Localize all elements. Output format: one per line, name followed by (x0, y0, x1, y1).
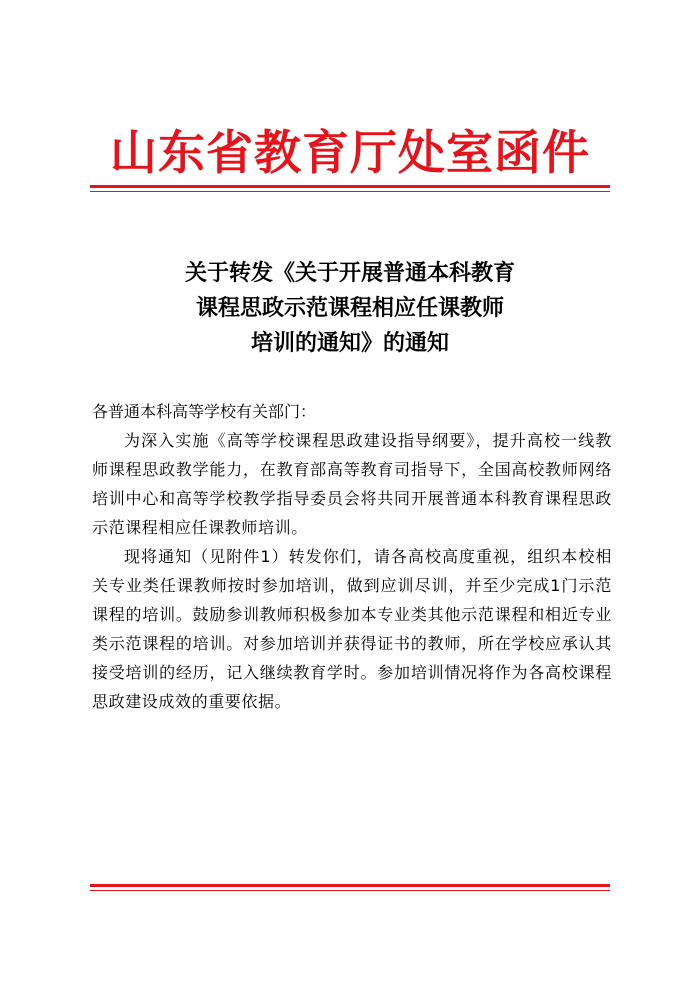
notice-title (90, 256, 610, 361)
paragraph-1: 为深入实施《高等学校课程思政建设指导纲要》，提升高校一线教师课程思政教学能力，在教育部高等教育司指导下，全国高校教师网络培训中心和高等学校教学指导委员会将共同开展普通本科教育课程思政示范课程相应任课教师培训。 (92, 431, 612, 537)
footer-rule-thin (90, 890, 610, 891)
title-line-1: 关于转发《关于开展普通本科教育 (184, 260, 515, 286)
salutation: 各普通本科高等学校有关部门： (92, 402, 317, 421)
footer-rule-thick (90, 884, 610, 887)
paragraph-2: 现将通知（见附件1）转发你们，请各高校高度重视，组织本校相关专业类任课教师按时参加培训，做到应训尽训，并至少完成1门示范课程的培训。鼓励参训教师积极参加本专业类其他示范课程和相近专业类示范课程的培训。对参加培训并获得证书的教师，所在学校应承认其接受培训的经历，记入继续教育学时。参加培训情况将作为各高校课程思政建设成效的重要依据。 (92, 547, 612, 711)
title-line-2: 课程思政示范课程相应任课教师 (195, 295, 504, 321)
masthead-title: 山东省教育厅处室函件 (110, 126, 590, 181)
masthead-rule-thin (90, 191, 610, 192)
title-line-3: 培训的通知》的通知 (250, 330, 449, 356)
masthead-rule-thick (90, 185, 610, 188)
notice-body (92, 397, 612, 716)
